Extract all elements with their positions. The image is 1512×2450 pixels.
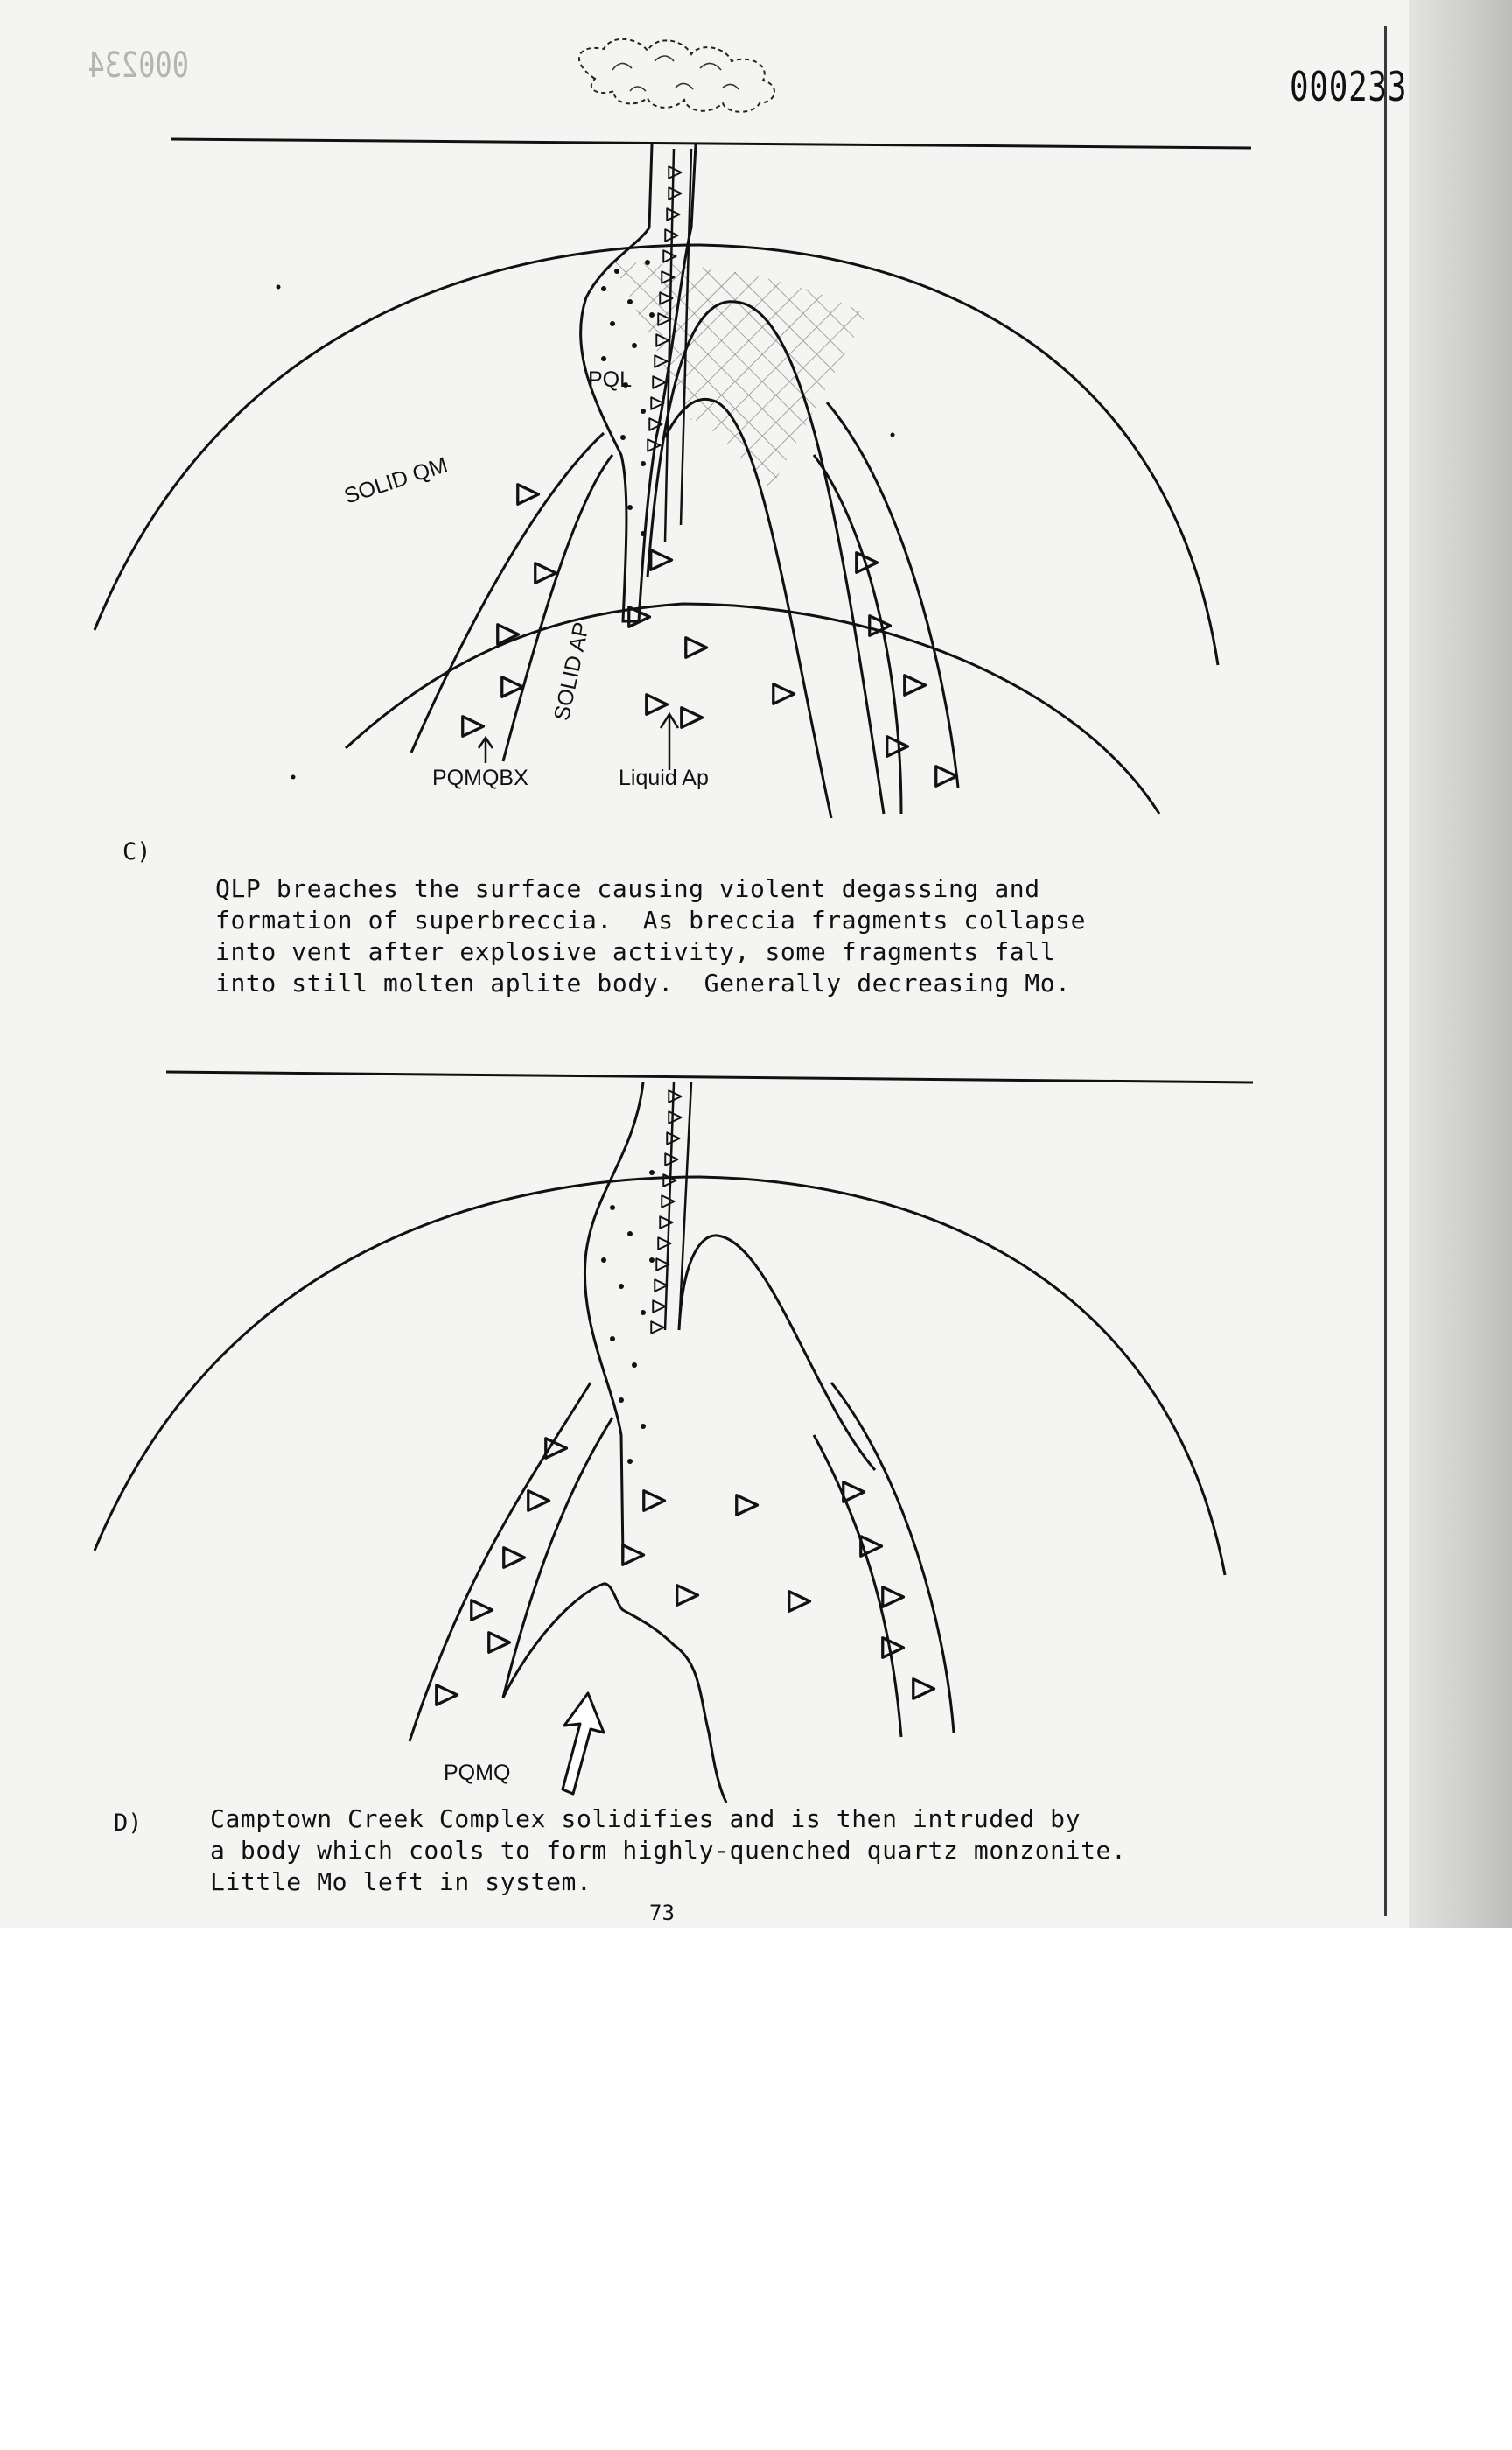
label-solid-qm: SOLID QM xyxy=(341,452,451,509)
pqmqbx-arrow xyxy=(479,738,493,763)
panel-c-surface-line xyxy=(171,139,1251,148)
superbreccia-cloud xyxy=(579,39,774,112)
label-pqmqbx: PQMQBX xyxy=(432,766,528,790)
panel-c-caption: QLP breaches the surface causing violent degassing and formation of superbreccia. As breccia fragments collapse into vent after explosive activity, some fragments fall into still molten aplite body. Generally decreasing Mo. xyxy=(215,874,1087,998)
pqmq-intrusion xyxy=(503,1584,726,1802)
cloud-swirls xyxy=(612,56,738,91)
pqmq-intrusion-arrow xyxy=(563,1693,604,1794)
panel-d-surface-line xyxy=(166,1072,1253,1082)
panel-d-diagram xyxy=(94,1072,1253,1802)
label-solid-ap: SOLID AP xyxy=(550,620,595,723)
panel-c-label: C) xyxy=(122,838,151,865)
panel-d-label: D) xyxy=(114,1810,143,1837)
panel-c-diagram xyxy=(94,39,1251,818)
label-pql: PQL xyxy=(588,368,633,392)
panel-d-caption: Camptown Creek Complex solidifies and is then intruded by a body which cools to form highly-quenched quartz monzonite. Little Mo left in system. xyxy=(210,1804,1127,1896)
qm-dome-outline-d xyxy=(94,1177,1225,1575)
label-liquid-ap: Liquid Ap xyxy=(619,766,709,790)
label-pqmq: PQMQ xyxy=(444,1760,511,1785)
qlp-dots-d xyxy=(601,1170,654,1464)
page-number: 73 xyxy=(649,1900,675,1925)
ghost-document-number: 000234 xyxy=(88,46,190,86)
liquid-ap-arrow xyxy=(661,714,678,770)
document-number: 000233 xyxy=(1290,63,1408,110)
